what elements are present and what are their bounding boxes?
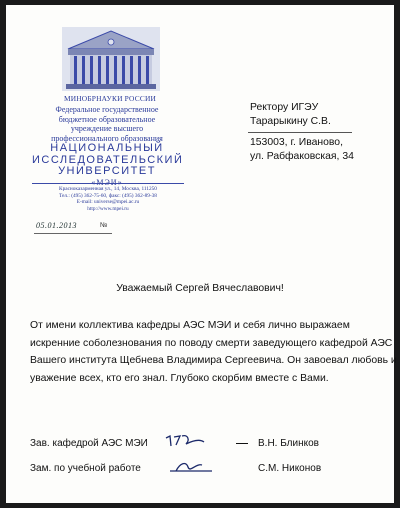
handwritten-signature [166,457,218,479]
university-name-line: ИССЛЕДОВАТЕЛЬСКИЙ [32,153,184,166]
signatory-title: Зав. кафедрой АЭС МЭИ [30,438,148,449]
letter-body [30,317,397,387]
address-line: E-mail: universe@mpei.ac.ru [76,199,140,206]
ministry-heading: МИНОБРНАУКИ РОССИИ [63,94,157,103]
signature-dash [236,443,248,444]
handwritten-signature [164,430,218,452]
body-line: уважение всех, кто его знал. Глубоко скорбим вместе с Вами. [30,372,329,384]
address-line: Красноказарменная ул., 14, Москва, 111250 [59,186,157,192]
recipient-name: Тарарыкину С.В. [250,116,331,127]
greeting: Уважаемый Сергей Вячеславович! [116,283,284,294]
recipient-position: Ректору ИГЭУ [250,102,319,113]
agency-line: учреждение высшего [70,124,144,134]
body-line: искренние соболезнования по поводу смерти заведующего кафедрой АЭС [30,337,393,349]
signatory-name: С.М. Никонов [258,463,322,474]
university-name-line: УНИВЕРСИТЕТ [58,165,156,178]
address-line: http://www.mpei.ru [87,205,129,212]
letter-date: 05.01.2013 [36,221,77,230]
university-building-emblem [62,27,160,91]
recipient-address-city: 153003, г. Иваново, [250,137,343,148]
body-line: От имени коллектива кафедры АЭС МЭИ и себя лично выражаем [30,320,350,331]
agency-line: профессионального образования [51,133,163,143]
letter-sheet [6,5,397,503]
agency-block [32,105,182,187]
letterhead-divider [32,183,184,184]
university-address [34,186,182,212]
recipient-address-street: ул. Рабфаковская, 34 [250,151,354,162]
signatory-title: Зам. по учебной работе [30,463,141,474]
address-line: Тел.: (495) 362-75-60, факс: (495) 362-89-38 [59,192,157,199]
agency-line: бюджетное образовательное [58,114,156,124]
signatory-name: В.Н. Блинков [258,438,319,449]
university-abbr: «МЭИ» [91,177,123,187]
date-underline [34,233,112,234]
body-line: Вашего института Щебнева Владимира Сергеевича. Он завоевал любовь и [30,355,397,367]
number-sign: № [100,222,108,229]
recipient-divider [248,132,352,133]
agency-line: Федеральное государственное [55,105,159,114]
university-name-line: НАЦИОНАЛЬНЫЙ [50,142,164,155]
